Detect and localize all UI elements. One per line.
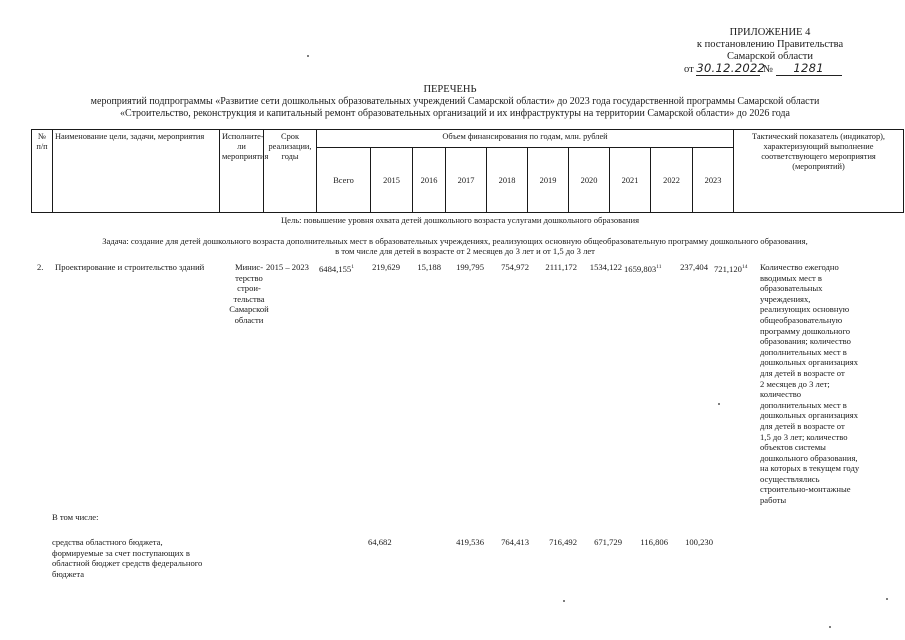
- scan-speck: [307, 55, 309, 57]
- row2-2021: 1659,803$^{11}$: [624, 263, 662, 274]
- task-text-line2: в том числе для детей в возрасте от 2 месяцев до 3 лет и от 1,5 до 3 лет: [335, 246, 595, 256]
- appendix-region: Самарской области: [727, 51, 813, 62]
- col-funding: Объем финансирования по годам, млн. рублей: [317, 130, 734, 148]
- handwritten-number: 1281: [776, 61, 842, 76]
- col-year-2021: 2021: [610, 148, 651, 213]
- col-executor: Исполните- ли мероприятия: [220, 130, 264, 213]
- row2-2020: 1534,122: [589, 262, 622, 272]
- col-year-2018: 2018: [487, 148, 528, 213]
- appendix-title: ПРИЛОЖЕНИЕ 4: [729, 27, 811, 38]
- col-term: Срок реализации, годы: [264, 130, 317, 213]
- col-year-2015: 2015: [371, 148, 413, 213]
- col-indicator: Тактический показатель (индикатор), характеризующий выполнение соответствующего мероприятия (мероприятий): [734, 130, 904, 213]
- fed-row-2020: 671,729: [594, 537, 622, 547]
- row2-term: 2015 – 2023: [266, 262, 309, 272]
- row2-num: 2.: [37, 262, 44, 272]
- col-year-2020: 2020: [569, 148, 610, 213]
- header-table: [31, 129, 904, 213]
- fed-row-2018: 764,413: [501, 537, 529, 547]
- fed-row-total: 64,682: [368, 537, 392, 547]
- row2-2017: 199,795: [456, 262, 484, 272]
- doc-heading: ПЕРЕЧЕНЬ: [423, 84, 477, 95]
- doc-subtitle-line2: «Строительство, реконструкция и капитальный ремонт образовательных организаций и их инфраструктуры на территории Самарской области» до 2026 года: [120, 108, 790, 119]
- row2-indicator: Количество ежегодно вводимых мест в образовательных учреждениях, реализующих основную общеобразовательную программу дошкольного образования; количество дополнительных мест в дошкольных организациях для детей в возрасте от 2 месяцев до 3 лет; количество дополнительных мест в дошкольных организациях для детей в возрасте от 1,5 до 3 лет; количество объектов системы дошкольного образования, на которых в текущем году осуществлялись строительно-монтажные работы: [760, 262, 860, 506]
- scan-speck: [829, 626, 831, 628]
- scan-speck: [563, 600, 565, 602]
- goal-text: Цель: повышение уровня охвата детей дошкольного возраста услугами дошкольного образования: [280, 215, 640, 225]
- row2-2018: 754,972: [501, 262, 529, 272]
- fed-row-2022: 100,230: [685, 537, 713, 547]
- fed-row-2021: 116,806: [640, 537, 668, 547]
- scan-speck: [718, 403, 720, 405]
- row2-2023: 721,120$^{14}$: [714, 263, 748, 274]
- col-year-2022: 2022: [651, 148, 693, 213]
- row2-name: Проектирование и строительство зданий: [55, 262, 205, 272]
- col-name: Наименование цели, задачи, мероприятия: [53, 130, 220, 213]
- row2-2015: 219,629: [372, 262, 400, 272]
- col-year-2016: 2016: [413, 148, 446, 213]
- date-prefix: от: [684, 64, 694, 75]
- col-year-2019: 2019: [528, 148, 569, 213]
- appendix-resolution: к постановлению Правительства: [696, 39, 844, 50]
- handwritten-date: 30.12.2022: [696, 61, 766, 75]
- col-num: № п/п: [32, 130, 53, 213]
- fed-row-2017: 419,536: [456, 537, 484, 547]
- row2-2019: 2111,172: [545, 262, 577, 272]
- col-year-2017: 2017: [446, 148, 487, 213]
- col-year-total: Всего: [317, 148, 371, 213]
- col-year-2023: 2023: [693, 148, 734, 213]
- doc-subtitle-line1: мероприятий подпрограммы «Развитие сети дошкольных образовательных учреждений Самарской области» до 2023 года государственной программы Самарской области: [90, 96, 820, 107]
- row2-total: 6484,155$^1$: [319, 263, 354, 274]
- appendix-date-line: [684, 61, 844, 75]
- task-text-line1: Задача: создание для детей дошкольного возраста дополнительных мест в образовательных учреждениях, реализующих основную общеобразовательную программу дошкольного образования,: [102, 236, 808, 246]
- row2-executor: Минис- терство строи- тельства Самарской области: [229, 262, 269, 325]
- fed-row-2019: 716,492: [549, 537, 577, 547]
- scan-speck: [886, 598, 888, 600]
- row2-2016: 15,188: [417, 262, 441, 272]
- row2-2022: 237,404: [680, 262, 708, 272]
- number-sign: №: [762, 64, 773, 75]
- fed-row-name: средства областного бюджета, формируемые за счет поступающих в областной бюджет средств федерального бюджета: [52, 537, 203, 579]
- including-label: В том числе:: [52, 512, 99, 522]
